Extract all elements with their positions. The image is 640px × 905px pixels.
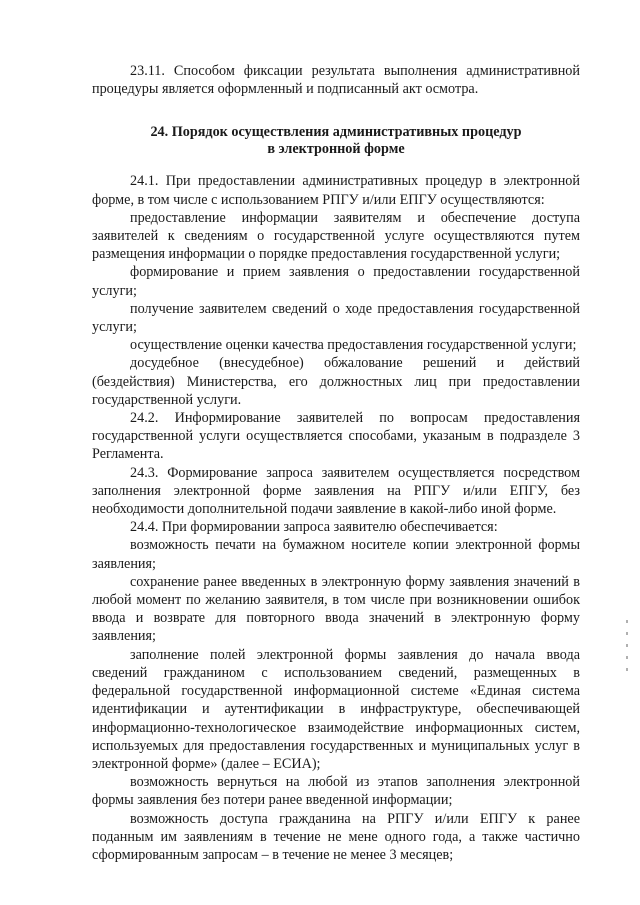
scan-edge-marks	[626, 620, 628, 680]
paragraph-24-4: 24.4. При формировании запроса заявителю обеспечивается:	[130, 519, 498, 536]
list-item-quality: осуществление оценки качества предоставления государственной услуги;	[130, 337, 577, 354]
list-item-print: возможность печати на бумажном носителе копии электронной формы заявления;	[92, 537, 580, 572]
list-item-info: предоставление информации заявителям и обеспечение доступа заявителей к сведениям о государственной услуге осуществляются путем размещения информации о порядке предоставления государственной услуги;	[92, 209, 580, 263]
section-24-heading	[92, 124, 580, 158]
list-item-save: сохранение ранее введенных в электронную форму заявления значений в любой момент по желанию заявителя, в том числе при возникновении ошибок ввода и возврате для повторного ввода значений в электронную форму заявления;	[92, 573, 580, 645]
section-24-title-line2: в электронной форме	[267, 141, 405, 158]
list-item-return: возможность вернуться на любой из этапов заполнения электронной формы заявления без потери ранее введенной информации;	[92, 774, 580, 809]
paragraph-23-11: 23.11. Способом фиксации результата выполнения административной процедуры является оформленный и подписанный акт осмотра.	[92, 63, 580, 98]
section-24-title-line1: 24. Порядок осуществления административных процедур	[150, 124, 522, 141]
list-item-appeal: досудебное (внесудебное) обжалование решений и действий (бездействия) Министерства, его должностных лиц при предоставлении государственной услуги.	[92, 355, 580, 408]
list-item-status: получение заявителем сведений о ходе предоставления государственной услуги;	[92, 300, 580, 336]
list-item-application: формирование и прием заявления о предоставлении государственной услуги;	[92, 264, 580, 299]
paragraph-24-3: 24.3. Формирование запроса заявителем осуществляется посредством заполнения электронной форме заявления на РПГУ и/или ЕПГУ, без необходимости дополнительной подачи заявление в какой-либо иной форме.	[92, 464, 580, 518]
list-item-autofill: заполнение полей электронной формы заявления до начала ввода сведений гражданином с использованием сведений, размещенных в федеральной государственной информационной системе «Единая система идентификации и аутентификации в инфраструктуре, обеспечивающей информационно-технологическое взаимодействие информационных систем, используемых для предоставления государственных и муниципальных услуг в электронной форме» (далее – ЕСИА);	[92, 646, 580, 772]
paragraph-24-2: 24.2. Информирование заявителей по вопросам предоставления государственной услуги осуществляется способами, указаным в подразделе 3 Регламента.	[92, 410, 580, 463]
document-page	[92, 62, 580, 864]
paragraph-24-1: 24.1. При предоставлении административных процедур в электронной форме, в том числе с использованием РПГУ и/или ЕПГУ осуществляются:	[92, 173, 580, 208]
list-item-access: возможность доступа гражданина на РПГУ и/или ЕПГУ к ранее поданным им заявлениям в течение не мене одного года, а также частично сформированным запросам – в течение не менее 3 месяцев;	[92, 810, 580, 863]
